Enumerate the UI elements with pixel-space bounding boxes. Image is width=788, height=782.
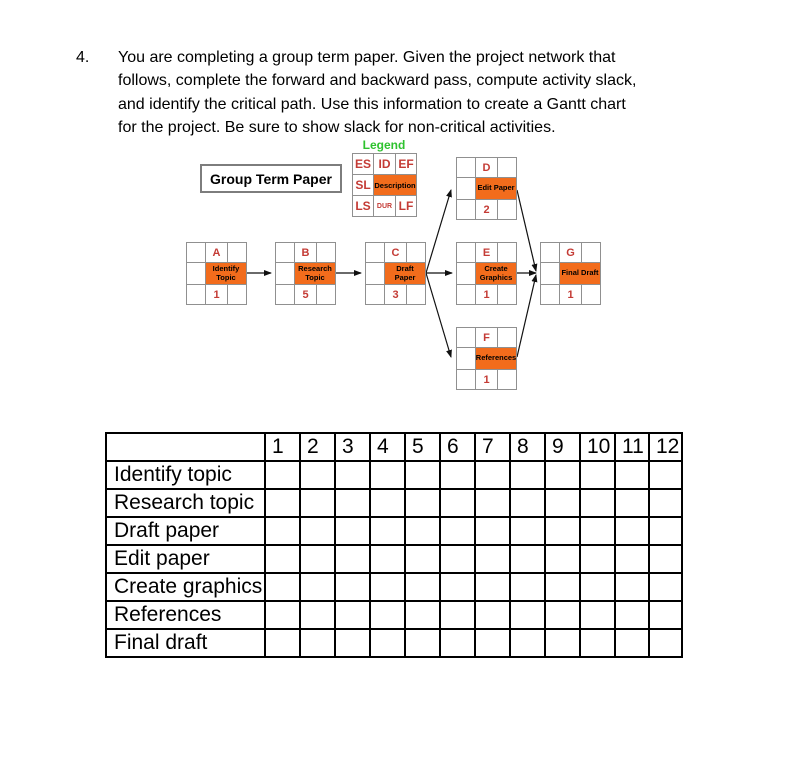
question-number: 4.	[76, 49, 90, 66]
gantt-col-header: 10	[580, 433, 615, 461]
edge-C-F	[426, 273, 451, 357]
node-b-ls	[276, 285, 294, 304]
gantt-cell	[370, 517, 405, 545]
node-a-duration: 1	[206, 285, 227, 304]
gantt-cell	[405, 489, 440, 517]
gantt-cell	[580, 461, 615, 489]
gantt-cell	[335, 601, 370, 629]
gantt-cell	[300, 517, 335, 545]
gantt-cell	[335, 517, 370, 545]
gantt-cell	[510, 461, 545, 489]
gantt-cell	[649, 489, 682, 517]
node-a-sl	[187, 263, 205, 284]
project-title-box: Group Term Paper	[200, 164, 342, 193]
gantt-row-label: Research topic	[106, 489, 265, 517]
gantt-cell	[545, 601, 580, 629]
question-text-line: for the project. Be sure to show slack for non-critical activities.	[118, 119, 556, 137]
gantt-cell	[545, 545, 580, 573]
gantt-row-research-topic	[106, 489, 682, 517]
gantt-cell	[335, 489, 370, 517]
node-g-description: Final Draft	[560, 263, 600, 284]
legend-ef: EF	[396, 154, 416, 174]
gantt-col-header: 5	[405, 433, 440, 461]
gantt-col-header: 7	[475, 433, 510, 461]
question-text-line: follows, complete the forward and backward pass, compute activity slack,	[118, 72, 637, 90]
node-e-sl	[457, 263, 475, 284]
gantt-row-create-graphics	[106, 573, 682, 601]
node-g-duration: 1	[560, 285, 581, 304]
gantt-cell	[265, 489, 300, 517]
node-d-lf	[498, 200, 516, 219]
gantt-header-row	[106, 433, 682, 461]
node-c-ef	[407, 243, 425, 262]
gantt-col-header: 6	[440, 433, 475, 461]
gantt-cell	[615, 545, 649, 573]
gantt-cell	[545, 573, 580, 601]
gantt-cell	[510, 573, 545, 601]
gantt-cell	[440, 545, 475, 573]
edge-F-G	[517, 275, 536, 357]
node-e-ls	[457, 285, 475, 304]
node-f-ef	[498, 328, 516, 347]
edge-D-G	[517, 190, 536, 271]
node-g-ef	[582, 243, 600, 262]
gantt-cell	[615, 489, 649, 517]
gantt-cell	[545, 629, 580, 657]
node-e-duration: 1	[476, 285, 497, 304]
gantt-cell	[615, 517, 649, 545]
gantt-row-label: Edit paper	[106, 545, 265, 573]
gantt-cell	[475, 545, 510, 573]
question-text-line: You are completing a group term paper. Given the project network that	[118, 49, 616, 66]
gantt-row-edit-paper	[106, 545, 682, 573]
gantt-cell	[265, 461, 300, 489]
gantt-col-header: 1	[265, 433, 300, 461]
node-c-description: Draft Paper	[385, 263, 425, 284]
gantt-cell	[335, 545, 370, 573]
gantt-cell	[335, 461, 370, 489]
gantt-table	[105, 432, 683, 658]
node-e-id: E	[476, 243, 497, 262]
node-f-es	[457, 328, 475, 347]
gantt-cell	[265, 545, 300, 573]
gantt-cell	[440, 601, 475, 629]
gantt-cell	[300, 629, 335, 657]
gantt-cell	[440, 489, 475, 517]
gantt-cell	[649, 461, 682, 489]
node-e-lf	[498, 285, 516, 304]
node-g-sl	[541, 263, 559, 284]
legend-dur: DUR	[374, 196, 395, 216]
gantt-row-references	[106, 601, 682, 629]
node-b-description: Research Topic	[295, 263, 335, 284]
activity-node-g	[540, 242, 601, 305]
gantt-cell	[580, 517, 615, 545]
node-a-description: Identify Topic	[206, 263, 246, 284]
node-c-ls	[366, 285, 384, 304]
node-f-ls	[457, 370, 475, 389]
gantt-cell	[405, 461, 440, 489]
gantt-cell	[335, 573, 370, 601]
legend-lf: LF	[396, 196, 416, 216]
gantt-cell	[405, 573, 440, 601]
gantt-cell	[475, 601, 510, 629]
node-d-es	[457, 158, 475, 177]
node-c-sl	[366, 263, 384, 284]
legend-ls: LS	[353, 196, 373, 216]
node-a-lf	[228, 285, 246, 304]
activity-node-a	[186, 242, 247, 305]
gantt-cell	[649, 517, 682, 545]
gantt-cell	[265, 629, 300, 657]
node-e-description: Create Graphics	[476, 263, 516, 284]
gantt-cell	[300, 489, 335, 517]
gantt-cell	[580, 545, 615, 573]
gantt-cell	[370, 601, 405, 629]
gantt-cell	[475, 573, 510, 601]
node-d-duration: 2	[476, 200, 497, 219]
question-text	[118, 46, 636, 140]
node-e-ef	[498, 243, 516, 262]
gantt-row-label: Final draft	[106, 629, 265, 657]
node-g-es	[541, 243, 559, 262]
gantt-cell	[615, 629, 649, 657]
legend-title: Legend	[362, 138, 406, 152]
gantt-cell	[265, 573, 300, 601]
gantt-cell	[615, 573, 649, 601]
gantt-cell	[475, 517, 510, 545]
gantt-cell	[475, 461, 510, 489]
gantt-cell	[510, 601, 545, 629]
activity-node-b	[275, 242, 336, 305]
node-b-lf	[317, 285, 335, 304]
gantt-cell	[545, 517, 580, 545]
gantt-col-header: 2	[300, 433, 335, 461]
gantt-col-header: 8	[510, 433, 545, 461]
gantt-col-header: 9	[545, 433, 580, 461]
node-d-id: D	[476, 158, 497, 177]
node-c-es	[366, 243, 384, 262]
gantt-cell	[370, 573, 405, 601]
node-f-sl	[457, 348, 475, 369]
gantt-cell	[545, 489, 580, 517]
gantt-cell	[335, 629, 370, 657]
legend-id: ID	[374, 154, 395, 174]
activity-node-d	[456, 157, 517, 220]
gantt-cell	[265, 601, 300, 629]
gantt-cell	[649, 601, 682, 629]
gantt-cell	[649, 573, 682, 601]
node-f-duration: 1	[476, 370, 497, 389]
question-text-line: and identify the critical path. Use this information to create a Gantt chart	[118, 95, 626, 113]
gantt-row-label: References	[106, 601, 265, 629]
gantt-cell	[370, 545, 405, 573]
gantt-cell	[580, 573, 615, 601]
gantt-col-header: 3	[335, 433, 370, 461]
gantt-cell	[615, 601, 649, 629]
gantt-cell	[580, 601, 615, 629]
gantt-row-label: Create graphics	[106, 573, 265, 601]
node-a-ef	[228, 243, 246, 262]
gantt-cell	[370, 489, 405, 517]
gantt-cell	[440, 629, 475, 657]
gantt-row-final-draft	[106, 629, 682, 657]
gantt-cell	[545, 461, 580, 489]
gantt-col-header: 12	[649, 433, 682, 461]
gantt-cell	[405, 629, 440, 657]
gantt-cell	[580, 489, 615, 517]
gantt-row-label: Draft paper	[106, 517, 265, 545]
node-f-lf	[498, 370, 516, 389]
gantt-cell	[370, 629, 405, 657]
node-d-ef	[498, 158, 516, 177]
gantt-cell	[649, 629, 682, 657]
activity-node-f	[456, 327, 517, 390]
node-d-ls	[457, 200, 475, 219]
node-d-description: Edit Paper	[476, 178, 516, 199]
gantt-col-header: 4	[370, 433, 405, 461]
gantt-cell	[510, 629, 545, 657]
gantt-cell	[510, 517, 545, 545]
node-d-sl	[457, 178, 475, 199]
gantt-cell	[510, 545, 545, 573]
edge-C-D	[426, 190, 451, 273]
node-a-id: A	[206, 243, 227, 262]
gantt-cell	[265, 517, 300, 545]
gantt-cell	[405, 545, 440, 573]
node-c-lf	[407, 285, 425, 304]
node-b-duration: 5	[295, 285, 316, 304]
node-b-ef	[317, 243, 335, 262]
node-e-es	[457, 243, 475, 262]
activity-node-e	[456, 242, 517, 305]
gantt-cell	[405, 517, 440, 545]
legend-description: Description	[374, 175, 416, 195]
gantt-cell	[580, 629, 615, 657]
gantt-cell	[300, 601, 335, 629]
gantt-cell	[475, 489, 510, 517]
node-f-id: F	[476, 328, 497, 347]
gantt-cell	[615, 461, 649, 489]
gantt-cell	[405, 601, 440, 629]
gantt-cell	[300, 573, 335, 601]
gantt-cell	[300, 545, 335, 573]
gantt-cell	[440, 517, 475, 545]
gantt-row-draft-paper	[106, 517, 682, 545]
gantt-cell	[440, 461, 475, 489]
gantt-cell	[370, 461, 405, 489]
gantt-cell	[475, 629, 510, 657]
activity-node-c	[365, 242, 426, 305]
gantt-col-header: 11	[615, 433, 649, 461]
node-f-description: References	[476, 348, 516, 369]
gantt-row-identify-topic	[106, 461, 682, 489]
legend-grid	[352, 153, 417, 217]
gantt-cell	[300, 461, 335, 489]
node-g-lf	[582, 285, 600, 304]
node-b-es	[276, 243, 294, 262]
legend-es: ES	[353, 154, 373, 174]
legend-sl: SL	[353, 175, 373, 195]
node-g-id: G	[560, 243, 581, 262]
gantt-cell	[510, 489, 545, 517]
node-c-id: C	[385, 243, 406, 262]
gantt-cell	[649, 545, 682, 573]
node-c-duration: 3	[385, 285, 406, 304]
node-b-id: B	[295, 243, 316, 262]
gantt-row-label: Identify topic	[106, 461, 265, 489]
node-a-es	[187, 243, 205, 262]
gantt-corner-cell	[106, 433, 265, 461]
gantt-cell	[440, 573, 475, 601]
node-g-ls	[541, 285, 559, 304]
node-a-ls	[187, 285, 205, 304]
node-b-sl	[276, 263, 294, 284]
